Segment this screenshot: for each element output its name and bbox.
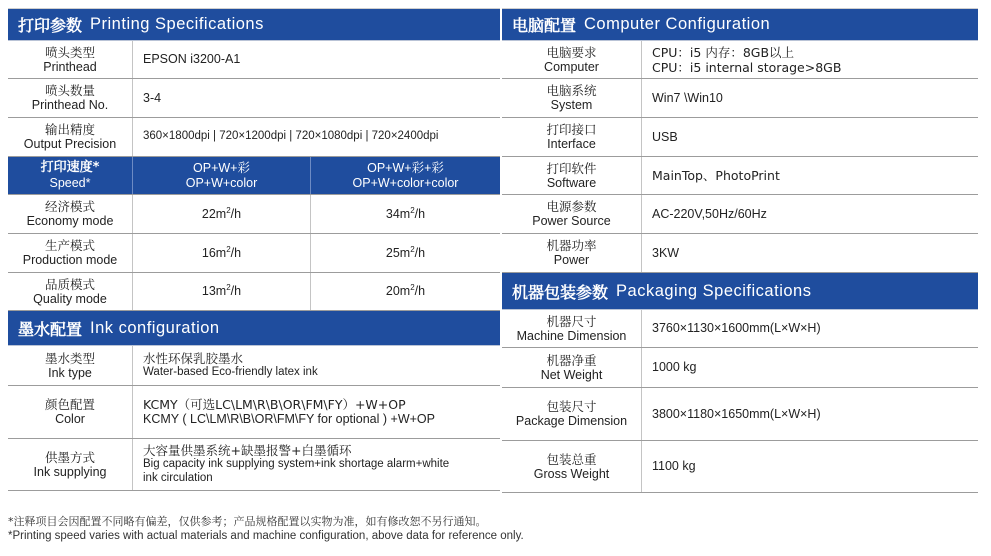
speed-mode-zh: 品质模式 [44, 276, 95, 292]
spec-value-en-cont: ink circulation [143, 472, 213, 484]
spec-value-text: 1100 kg [652, 459, 696, 473]
packaging-row-net-weight [502, 348, 978, 388]
spec-label [502, 310, 642, 347]
spec-value-text: AC-220V,50Hz/60Hz [652, 206, 767, 221]
spec-label-zh: 墨水类型 [44, 350, 95, 366]
packaging-specs-title-zh: 机器包装参数 [512, 282, 609, 302]
spec-label-zh: 电源参数 [546, 199, 597, 214]
spec-row-printhead [8, 41, 500, 79]
spec-value-text: 360×1800dpi | 720×1200dpi | 720×1080dpi | 720×2400dpi [143, 130, 439, 143]
speed-value: $34m^2/h$ [385, 205, 426, 221]
speed-col1-zh: OP+W+彩 [193, 160, 250, 175]
speed-col2-en: OP+W+color+color [352, 175, 459, 190]
spec-label-en: Color [55, 412, 85, 426]
spec-label-zh: 输出精度 [44, 122, 95, 137]
packaging-specs-header [502, 273, 978, 310]
computer-row-power-source [502, 195, 978, 234]
computer-row-requirement [502, 41, 978, 79]
spec-value-zh: 大容量供墨系统+缺墨报警+白墨循环 [143, 443, 352, 459]
spec-row-output-precision [8, 118, 500, 157]
speed-mode-en: Economy mode [26, 214, 114, 228]
spec-label [8, 79, 133, 117]
spec-label [502, 118, 642, 156]
spec-label-en: Net Weight [540, 367, 603, 382]
spec-value [642, 441, 978, 492]
footnote-zh: *注释项目会因配置不同略有偏差，仅供参考；产品规格配置以实物为准，如有修改恕不另行通知。 [8, 515, 487, 528]
packaging-row-machine-dimension [502, 310, 978, 348]
ink-config-title-zh: 墨水配置 [18, 319, 83, 339]
spec-label-zh: 喷头类型 [44, 44, 95, 60]
ink-row-type [8, 346, 500, 386]
spec-label-en: Computer [544, 59, 599, 74]
speed-mode-label [8, 234, 133, 272]
speed-value: $25m^2/h$ [385, 244, 426, 260]
speed-value-col1 [133, 273, 311, 310]
speed-header-row [8, 157, 500, 195]
spec-value-text: USB [652, 129, 678, 144]
spec-label-zh: 喷头数量 [44, 83, 95, 98]
speed-row-production [8, 234, 500, 273]
spec-value [642, 388, 978, 440]
spec-value-text: 3800×1180×1650mm(L×W×H) [652, 406, 821, 421]
spec-label [502, 157, 642, 194]
spec-label-en: Machine Dimension [516, 328, 627, 343]
spec-label [8, 41, 133, 78]
speed-col2-header [311, 157, 500, 194]
spec-label [502, 388, 642, 440]
speed-label-en: Speed* [49, 175, 91, 190]
spec-label-zh: 机器尺寸 [546, 313, 597, 329]
spec-label-zh: 机器净重 [546, 352, 597, 368]
speed-value: $22m^2/h$ [201, 205, 242, 221]
spec-value-en: Water-based Eco-friendly latex ink [143, 366, 318, 379]
speed-col1-header [133, 157, 311, 194]
speed-mode-label [8, 195, 133, 233]
spec-value-text: 3760×1130×1600mm(L×W×H) [652, 321, 821, 335]
speed-value-col2 [311, 195, 500, 233]
speed-mode-en: Production mode [22, 253, 118, 267]
packaging-row-gross-weight [502, 441, 978, 493]
spec-value-text: EPSON i3200-A1 [143, 52, 241, 66]
spec-value-text: 3-4 [143, 90, 162, 105]
spec-value [133, 439, 500, 490]
spec-value [642, 310, 978, 347]
ink-config-title-en: Ink configuration [90, 318, 220, 337]
computer-row-system [502, 79, 978, 118]
ink-config-header [8, 311, 500, 346]
spec-label-zh: 打印软件 [546, 160, 597, 176]
speed-mode-zh: 经济模式 [44, 199, 95, 214]
speed-value: $20m^2/h$ [385, 282, 426, 298]
spec-label [502, 79, 642, 117]
spec-label [8, 346, 133, 385]
spec-label-en: Ink supplying [33, 464, 107, 479]
spec-label [502, 348, 642, 387]
speed-label [8, 157, 133, 194]
speed-value-col2 [311, 273, 500, 310]
spec-label [502, 195, 642, 233]
printing-specs-table [8, 8, 500, 491]
spec-label [502, 234, 642, 272]
speed-value: $13m^2/h$ [201, 282, 242, 298]
spec-label-zh: 电脑要求 [546, 44, 597, 60]
spec-label [8, 118, 133, 156]
spec-label-en: Output Precision [23, 137, 117, 151]
spec-label-en: Software [546, 175, 597, 190]
spec-value-zh: KCMY（可选LC\LM\R\B\OR\FM\FY）+W+OP [143, 397, 406, 412]
spec-label-zh: 包装总重 [546, 451, 597, 467]
spec-label-en: Printhead [43, 59, 97, 74]
speed-row-quality [8, 273, 500, 311]
spec-value [642, 234, 978, 272]
spec-label-en: System [550, 98, 593, 112]
printing-specs-header [8, 9, 500, 41]
computer-config-title-en: Computer Configuration [584, 15, 771, 33]
ink-row-color [8, 386, 500, 439]
speed-value-col1 [133, 234, 311, 272]
spec-label-zh: 颜色配置 [44, 397, 95, 412]
spec-label-zh: 打印接口 [546, 122, 597, 137]
ink-row-supplying [8, 439, 500, 491]
spec-value-text: MainTop、PhotoPrint [652, 168, 780, 183]
spec-value-en: KCMY ( LC\LM\R\B\OR\FM\FY for optional ) +W+OP [143, 412, 435, 426]
spec-row-printhead-no [8, 79, 500, 118]
spec-value [133, 346, 500, 385]
footnote-en: *Printing speed varies with actual materials and machine configuration, above data for reference only. [8, 530, 524, 542]
spec-value-text: 3KW [652, 245, 680, 260]
spec-value [642, 157, 978, 194]
speed-value-col2 [311, 234, 500, 272]
spec-value [133, 118, 500, 156]
spec-value-en: CPU：i5 internal storage>8GB [652, 59, 842, 75]
spec-value-zh: CPU：i5 内存：8GB以上 [652, 44, 795, 60]
spec-value [642, 195, 978, 233]
computer-config-title-zh: 电脑配置 [512, 16, 577, 35]
spec-label-en: Power [553, 253, 590, 267]
spec-value [642, 79, 978, 117]
spec-label-zh: 机器功率 [546, 238, 597, 253]
spec-label-en: Package Dimension [515, 414, 628, 428]
spec-value [133, 41, 500, 78]
computer-config-header [502, 9, 978, 41]
speed-mode-zh: 生产模式 [44, 238, 95, 253]
spec-value [642, 348, 978, 387]
speed-col1-en: OP+W+color [185, 175, 258, 190]
computer-config-table [502, 8, 978, 493]
spec-value [642, 118, 978, 156]
spec-label [8, 386, 133, 438]
computer-row-interface [502, 118, 978, 157]
spec-value-zh: 水性环保乳胶墨水 [143, 351, 244, 367]
packaging-row-package-dimension [502, 388, 978, 441]
spec-label [502, 41, 642, 78]
speed-value: $16m^2/h$ [201, 244, 242, 260]
spec-label-en: Ink type [48, 365, 92, 380]
spec-label-en: Gross Weight [533, 466, 610, 481]
spec-value-text: 1000 kg [652, 360, 697, 374]
speed-mode-label [8, 273, 133, 310]
spec-label-zh: 供墨方式 [44, 449, 95, 465]
computer-row-power [502, 234, 978, 273]
printing-specs-title-en: Printing Specifications [90, 15, 264, 33]
spec-label-zh: 包装尺寸 [546, 399, 597, 414]
spec-value [642, 41, 978, 78]
packaging-specs-title-en: Packaging Specifications [616, 281, 812, 300]
spec-label-en: Printhead No. [31, 98, 109, 112]
speed-row-economy [8, 195, 500, 234]
spec-value-text: Win7 \Win10 [652, 90, 723, 105]
speed-col2-zh: OP+W+彩+彩 [367, 160, 444, 175]
computer-row-software [502, 157, 978, 195]
spec-value [133, 79, 500, 117]
printing-specs-title-zh: 打印参数 [18, 16, 83, 35]
speed-mode-en: Quality mode [33, 291, 107, 306]
spec-label-en: Power Source [532, 214, 611, 228]
speed-value-col1 [133, 195, 311, 233]
spec-label [8, 439, 133, 490]
spec-value [133, 386, 500, 438]
spec-label-zh: 电脑系统 [546, 83, 597, 98]
speed-label-zh: 打印速度* [40, 160, 100, 176]
spec-value-en: Big capacity ink supplying system+ink shortage alarm+white [143, 458, 450, 471]
spec-label [502, 441, 642, 492]
spec-label-en: Interface [547, 137, 596, 151]
